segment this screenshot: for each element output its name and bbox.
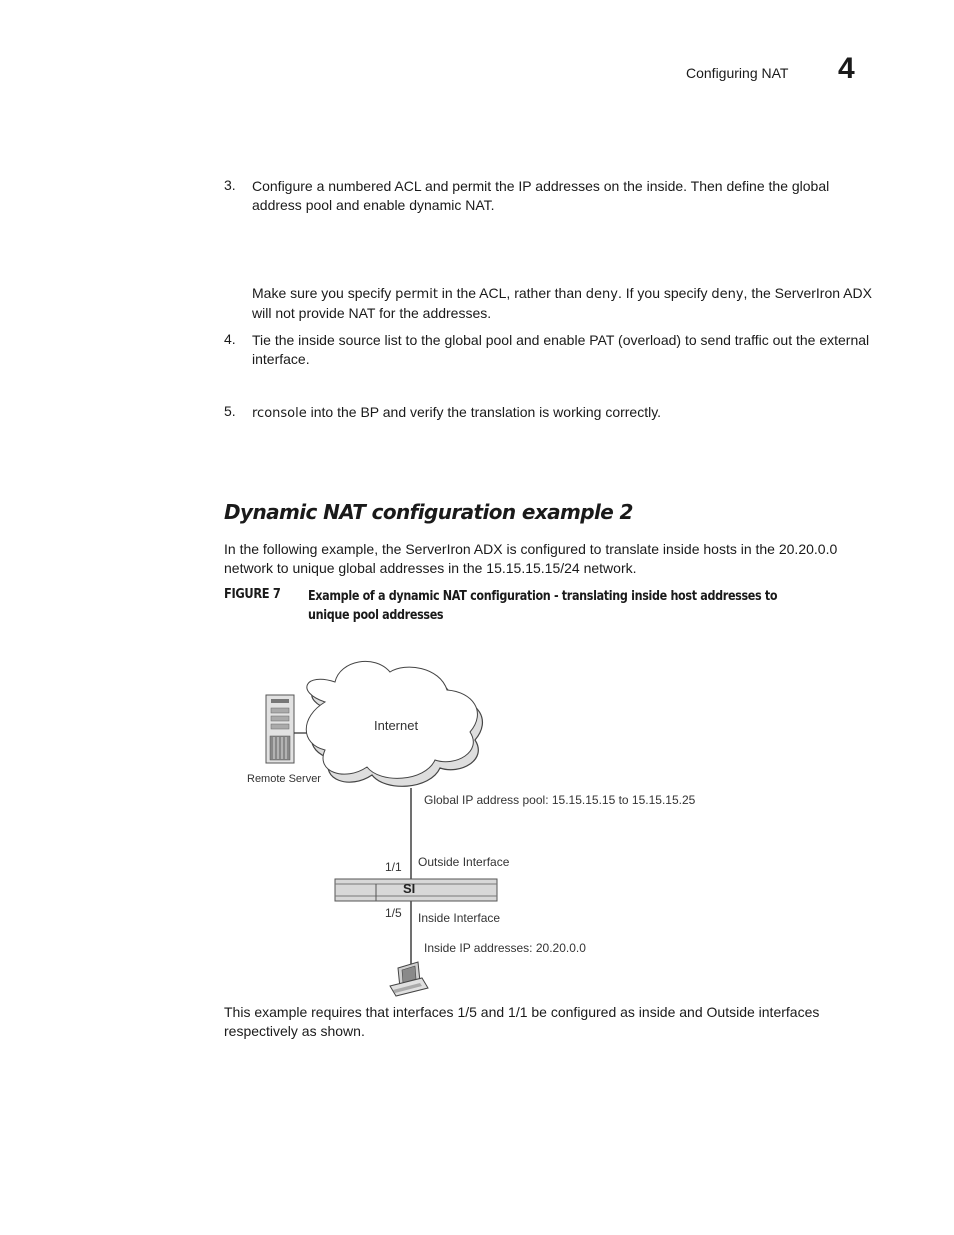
chapter-number: 4: [838, 52, 855, 85]
step-3-number: 3.: [224, 177, 236, 193]
note-part-1: Make sure you specify: [252, 285, 396, 301]
remote-server-icon: [266, 695, 294, 763]
closing-paragraph: This example requires that interfaces 1/5 and 1/1 be configured as inside and Outside interfaces respectively as shown.: [224, 1004, 820, 1039]
note-keyword-deny: deny: [585, 287, 618, 302]
remote-server-label: Remote Server: [247, 773, 321, 785]
section-intro: In the following example, the ServerIron ADX is configured to translate inside hosts in the 20.20.0.0 network to unique global addresses in the 15.15.15.15/24 network.: [224, 541, 838, 576]
serveriron-device-icon: [335, 879, 497, 901]
note-part-4: , the ServerIron ADX will not provide NAT for the addresses.: [252, 285, 872, 321]
inside-addresses-label: Inside IP addresses: 20.20.0.0: [424, 941, 586, 955]
note-keyword-deny-2: deny: [711, 287, 744, 302]
global-pool-label: Global IP address pool: 15.15.15.15 to 15.15.15.25: [424, 793, 696, 807]
device-label: SI: [403, 881, 416, 896]
section-title: Dynamic NAT configuration example 2: [224, 500, 633, 524]
inside-interface-label: Inside Interface: [418, 911, 501, 925]
outside-interface-label: Outside Interface: [418, 855, 510, 869]
internet-label: Internet: [374, 718, 419, 733]
note-part-3: . If you specify: [617, 285, 712, 301]
note-keyword-permit: permit: [395, 287, 438, 302]
port-inside-label: 1/5: [385, 906, 402, 920]
step-4-number: 4.: [224, 331, 236, 347]
step-5-number: 5.: [224, 403, 236, 419]
workstation-icon: [390, 962, 428, 996]
step-5-keyword: rconsole: [252, 406, 307, 421]
figure-caption: Example of a dynamic NAT configuration - translating inside host addresses to unique pool addresses: [308, 589, 778, 623]
step-3-text: Configure a numbered ACL and permit the IP addresses on the inside. Then define the global address pool and enable dynamic NAT.: [252, 178, 830, 213]
chapter-title: Configuring NAT: [686, 65, 789, 81]
port-outside-label: 1/1: [385, 860, 402, 874]
note-part-2: in the ACL, rather than: [437, 285, 586, 301]
figure-number: FIGURE 7: [224, 587, 281, 602]
step-5-rest: into the BP and verify the translation is working correctly.: [306, 404, 662, 420]
step-4-text: Tie the inside source list to the global pool and enable PAT (overload) to send traffic out the external interface.: [252, 332, 870, 367]
